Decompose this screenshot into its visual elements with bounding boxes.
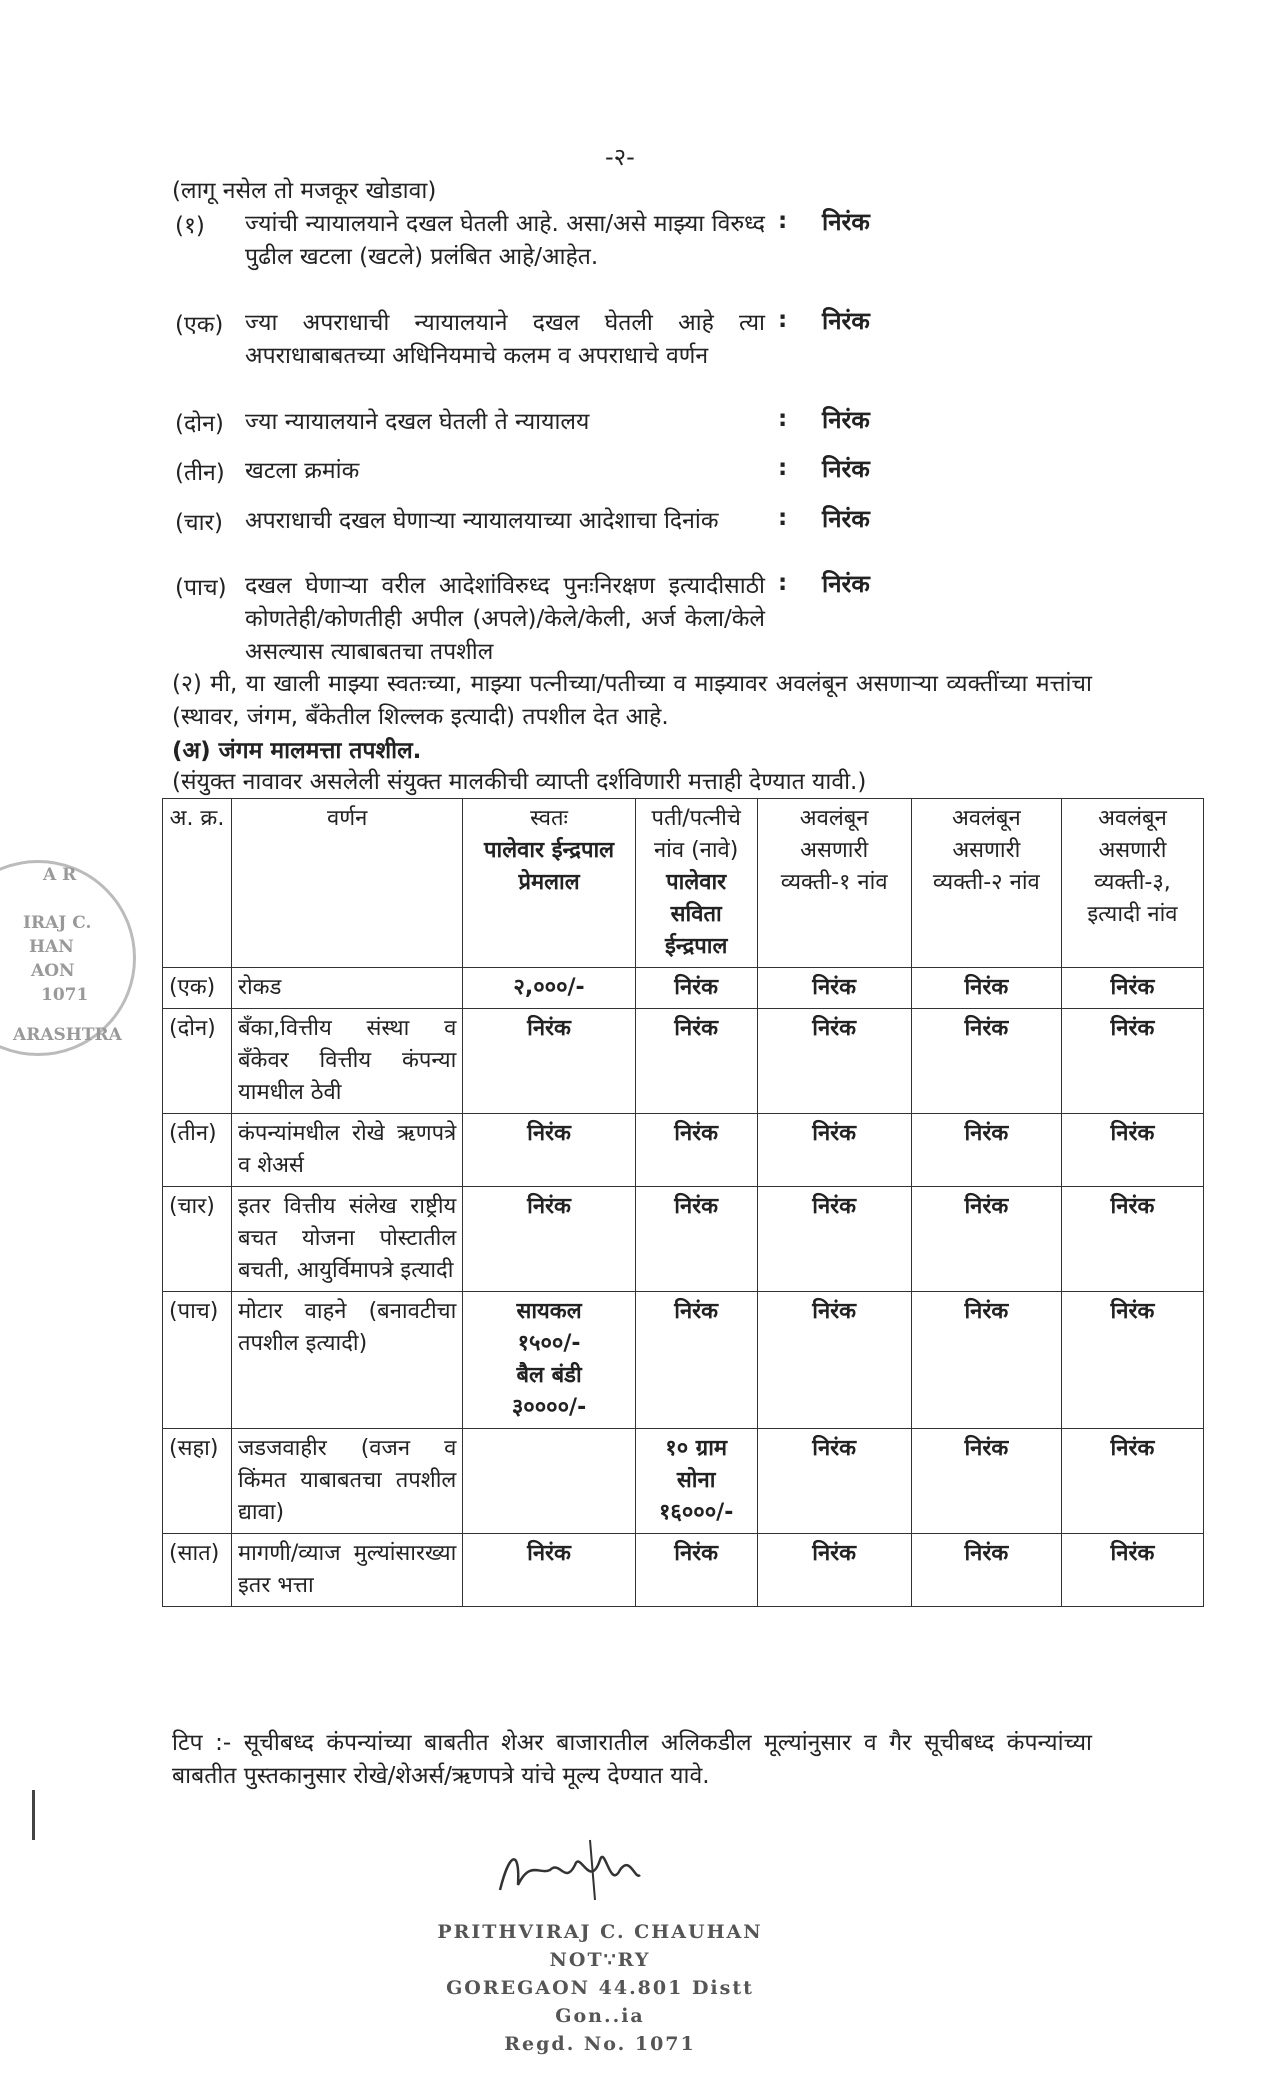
case-description: ज्यांची न्यायालयाने दखल घेतली आहे. असा/असे माझ्या विरुध्द पुढील खटला (खटले) प्रलंबित आहे/आहेत. bbox=[245, 211, 765, 270]
row-dependent-1: निरंक bbox=[757, 1114, 911, 1187]
case-number: (चार) bbox=[175, 510, 223, 536]
row-self: निरंक bbox=[463, 1114, 635, 1187]
row-dependent-1: निरंक bbox=[757, 1292, 911, 1429]
row-self bbox=[463, 1292, 635, 1429]
notary-address: GOREGAON 44.801 Distt Gon..ia bbox=[446, 1977, 754, 2027]
case-description: ज्या अपराधाची न्यायालयाने दखल घेतली आहे त्या अपराधाबाबतच्या अधिनियमाचे कलम व अपराधाचे वर्णन bbox=[245, 310, 765, 369]
header-dependent-3: अवलंबून असणारी व्यक्ती-३, इत्यादी नांव bbox=[1061, 799, 1203, 968]
header-self-label: स्वतः bbox=[530, 806, 568, 831]
header-spouse bbox=[635, 799, 757, 968]
seal-text: AON bbox=[31, 961, 75, 981]
row-dependent-2: निरंक bbox=[911, 1009, 1061, 1114]
page-number: -२- bbox=[605, 143, 635, 171]
row-dependent-1: निरंक bbox=[757, 1009, 911, 1114]
row-dependent-3: निरंक bbox=[1061, 968, 1203, 1009]
row-description: मागणी/व्याज मुल्यांसारख्या इतर भत्ता bbox=[231, 1534, 462, 1607]
movable-assets-table bbox=[162, 798, 1204, 1607]
row-dependent-3: निरंक bbox=[1061, 1114, 1203, 1187]
table-row bbox=[163, 1292, 1204, 1429]
header-spouse-label: पती/पत्नीचे नांव (नावे) bbox=[651, 806, 741, 863]
row-dependent-2: निरंक bbox=[911, 1292, 1061, 1429]
case-number: (१) bbox=[175, 213, 205, 239]
row-description: कंपन्यांमधील रोखे ऋणपत्रे व शेअर्स bbox=[231, 1114, 462, 1187]
case-description: खटला क्रमांक bbox=[245, 458, 360, 484]
case-description: अपराधाची दखल घेणाऱ्या न्यायालयाच्या आदेशाचा दिनांक bbox=[245, 508, 719, 534]
case-colon: : bbox=[778, 505, 788, 531]
case-number: (तीन) bbox=[175, 460, 225, 486]
table-row bbox=[163, 1534, 1204, 1607]
row-dependent-3: निरंक bbox=[1061, 1187, 1203, 1292]
case-value: निरंक bbox=[822, 455, 870, 483]
row-dependent-1: निरंक bbox=[757, 1187, 911, 1292]
declaration-text: (२) मी, या खाली माझ्या स्वतःच्या, माझ्या पत्नीच्या/पतीच्या व माझ्यावर अवलंबून असणाऱ्या व्यक्तींच्या मत्तांचा (स्थावर, जंगम, बँकेतील शिल्लक इत्यादी) तपशील देत आहे. bbox=[172, 671, 1092, 730]
row-dependent-1: निरंक bbox=[757, 968, 911, 1009]
case-description: ज्या न्यायालयाने दखल घेतली ते न्यायालय bbox=[245, 409, 590, 435]
case-colon: : bbox=[778, 406, 788, 432]
row-sr: (सहा) bbox=[163, 1429, 232, 1534]
row-self-line: बैल बंडी bbox=[516, 1363, 582, 1388]
case-number: (पाच) bbox=[175, 575, 227, 601]
row-dependent-3: निरंक bbox=[1061, 1009, 1203, 1114]
seal-text: IRAJ C. bbox=[23, 913, 92, 933]
row-sr: (दोन) bbox=[163, 1009, 232, 1114]
row-self: निरंक bbox=[463, 1187, 635, 1292]
row-sr: (सात) bbox=[163, 1534, 232, 1607]
seal-text: HAN bbox=[29, 937, 74, 957]
row-dependent-2: निरंक bbox=[911, 1429, 1061, 1534]
case-colon: : bbox=[778, 208, 788, 234]
row-spouse: निरंक bbox=[635, 1114, 757, 1187]
row-sr: (पाच) bbox=[163, 1292, 232, 1429]
row-self: निरंक bbox=[463, 1534, 635, 1607]
row-self-line: १५००/- bbox=[517, 1331, 581, 1356]
case-colon: : bbox=[778, 570, 788, 596]
row-spouse: निरंक bbox=[635, 1534, 757, 1607]
row-sr: (एक) bbox=[163, 968, 232, 1009]
header-self-name: पालेवार ईन्द्रपाल प्रेमलाल bbox=[484, 838, 615, 895]
header-description: वर्णन bbox=[231, 799, 462, 968]
row-description: रोकड bbox=[231, 968, 462, 1009]
row-sr: (चार) bbox=[163, 1187, 232, 1292]
row-self-line: सायकल bbox=[516, 1299, 582, 1324]
case-description: दखल घेणाऱ्या वरील आदेशांविरुध्द पुनःनिरक्षण इत्यादीसाठी कोणतेही/कोणतीही अपील (अपले)/केले/केली, अर्ज केला/केले असल्यास त्याबाबतचा तपशील bbox=[245, 573, 765, 665]
row-dependent-3: निरंक bbox=[1061, 1292, 1203, 1429]
section-title: (अ) जंगम मालमत्ता तपशील. bbox=[172, 738, 422, 764]
header-dependent-1: अवलंबून असणारी व्यक्ती-१ नांव bbox=[757, 799, 911, 968]
row-spouse: निरंक bbox=[635, 1009, 757, 1114]
case-value: निरंक bbox=[822, 208, 870, 236]
pen-mark bbox=[32, 1790, 35, 1840]
notary-title: NOT∵RY bbox=[549, 1949, 651, 1971]
row-dependent-2: निरंक bbox=[911, 1114, 1061, 1187]
row-dependent-2: निरंक bbox=[911, 968, 1061, 1009]
row-spouse: निरंक bbox=[635, 1187, 757, 1292]
table-row bbox=[163, 1009, 1204, 1114]
row-description: मोटार वाहने (बनावटीचा तपशील इत्यादी) bbox=[231, 1292, 462, 1429]
case-value: निरंक bbox=[822, 406, 870, 434]
notary-stamp-block bbox=[400, 1840, 800, 2058]
case-number: (एक) bbox=[175, 312, 224, 338]
case-value: निरंक bbox=[822, 307, 870, 335]
row-dependent-2: निरंक bbox=[911, 1187, 1061, 1292]
tip-note: टिप :- सूचीबध्द कंपन्यांच्या बाबतीत शेअर बाजारातील अलिकडील मूल्यांनुसार व गैर सूचीबध्द कंपन्यांच्या बाबतीत पुस्तकानुसार रोखे/शेअर्स/ऋणपत्रे यांचे मूल्य देण्यात यावे. bbox=[172, 1730, 1092, 1789]
section-note: (संयुक्त नावावर असलेली संयुक्त मालकीची व्याप्ती दर्शविणारी मत्ताही देण्यात यावी.) bbox=[172, 769, 867, 795]
row-spouse: निरंक bbox=[635, 968, 757, 1009]
row-dependent-1: निरंक bbox=[757, 1429, 911, 1534]
row-description: जडजवाहीर (वजन व किंमत याबाबतचा तपशील द्यावा) bbox=[231, 1429, 462, 1534]
case-number: (दोन) bbox=[175, 411, 224, 437]
row-self: निरंक bbox=[463, 1009, 635, 1114]
table-row bbox=[163, 1114, 1204, 1187]
row-self-line: ३००००/- bbox=[511, 1395, 587, 1420]
table-row bbox=[163, 1429, 1204, 1534]
case-value: निरंक bbox=[822, 570, 870, 598]
header-dependent-2: अवलंबून असणारी व्यक्ती-२ नांव bbox=[911, 799, 1061, 968]
header-spouse-name: पालेवार सविता ईन्द्रपाल bbox=[664, 870, 728, 959]
seal-text: 1071 bbox=[41, 985, 89, 1005]
seal-text: ARASHTRA bbox=[13, 1025, 122, 1045]
table-row bbox=[163, 968, 1204, 1009]
row-description: बँका,वित्तीय संस्था व बँकेवर वित्तीय कंपन्या यामधील ठेवी bbox=[231, 1009, 462, 1114]
row-spouse-line: सोना bbox=[676, 1468, 716, 1493]
header-self bbox=[463, 799, 635, 968]
row-spouse-line: १६०००/- bbox=[658, 1500, 734, 1525]
row-description: इतर वित्तीय संलेख राष्ट्रीय बचत योजना पोस्टातील बचती, आयुर्विमापत्रे इत्यादी bbox=[231, 1187, 462, 1292]
instruction-text: (लागू नसेल तो मजकूर खोडावा) bbox=[172, 178, 437, 204]
row-spouse: निरंक bbox=[635, 1292, 757, 1429]
notary-registration: Regd. No. 1071 bbox=[504, 2033, 696, 2055]
row-self bbox=[463, 1429, 635, 1534]
row-dependent-2: निरंक bbox=[911, 1534, 1061, 1607]
case-colon: : bbox=[778, 307, 788, 333]
case-value: निरंक bbox=[822, 505, 870, 533]
notary-name: PRITHVIRAJ C. CHAUHAN bbox=[437, 1921, 763, 1943]
row-spouse-line: १० ग्राम bbox=[665, 1436, 728, 1461]
row-sr: (तीन) bbox=[163, 1114, 232, 1187]
row-spouse bbox=[635, 1429, 757, 1534]
table-header-row bbox=[163, 799, 1204, 968]
header-sr: अ. क्र. bbox=[163, 799, 232, 968]
row-dependent-3: निरंक bbox=[1061, 1429, 1203, 1534]
row-dependent-3: निरंक bbox=[1061, 1534, 1203, 1607]
notary-seal bbox=[0, 860, 136, 1056]
seal-text: A R bbox=[43, 865, 77, 885]
row-dependent-1: निरंक bbox=[757, 1534, 911, 1607]
row-self: २,०००/- bbox=[463, 968, 635, 1009]
case-colon: : bbox=[778, 455, 788, 481]
table-row bbox=[163, 1187, 1204, 1292]
